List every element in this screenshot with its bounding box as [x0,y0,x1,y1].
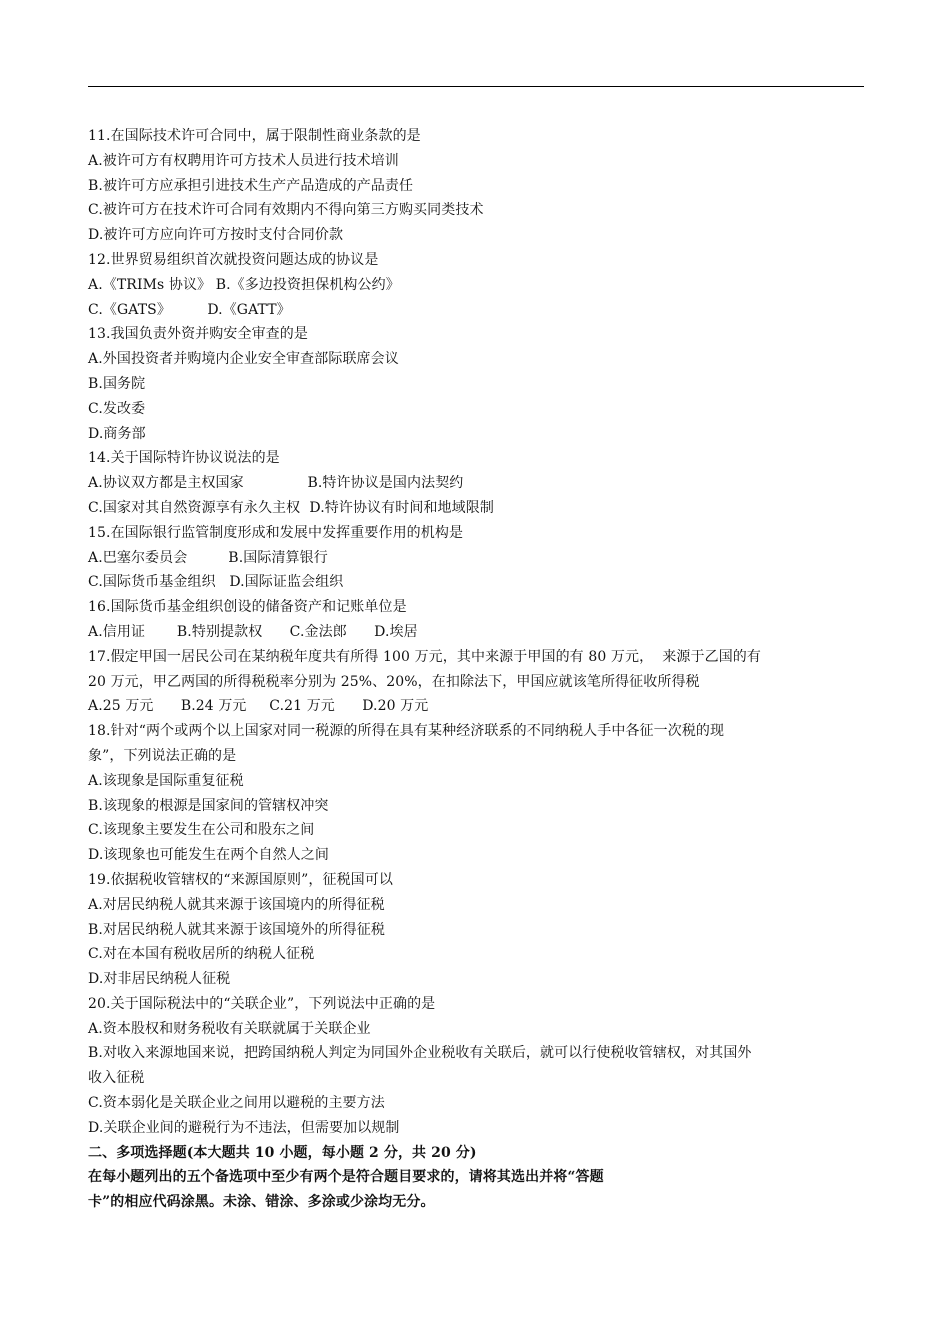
text-line: 15.在国际银行监管制度形成和发展中发挥重要作用的机构是 [88,524,464,541]
text-line: A.25 万元 B.24 万元 C.21 万元 D.20 万元 [88,698,429,715]
text-line: C.被许可方在技术许可合同有效期内不得向第三方购买同类技术 [88,202,484,219]
text-line: B.国务院 [88,375,146,392]
text-line: C.对在本国有税收居所的纳税人征税 [88,946,315,963]
text-line: D.被许可方应向许可方按时支付合同价款 [88,227,344,244]
section-heading-line: 卡”的相应代码涂黑。未涂、错涂、多涂或少涂均无分。 [88,1194,435,1211]
text-line: 象”，下列说法正确的是 [88,747,237,764]
text-line: A.《TRIMs 协议》 B.《多边投资担保机构公约》 [88,276,400,293]
text-line: 11.在国际技术许可合同中，属于限制性商业条款的是 [88,128,421,144]
section-heading-line: 二、多项选择题(本大题共 10 小题，每小题 2 分，共 20 分) [88,1144,477,1161]
text-line: D.对非居民纳税人征税 [88,971,231,988]
text-line: 19.依据税收管辖权的“来源国原则”，征税国可以 [88,871,393,888]
text-line: A.信用证 B.特别提款权 C.金法郎 D.埃居 [88,623,418,640]
text-line: A.该现象是国际重复征税 [88,772,244,789]
text-line: D.该现象也可能发生在两个自然人之间 [88,847,329,864]
text-line: B.对收入来源地国来说，把跨国纳税人判定为同国外企业税收有关联后，就可以行使税收管辖权，对其国外 [88,1045,752,1062]
text-line: 20.关于国际税法中的“关联企业”，下列说法中正确的是 [88,995,436,1012]
section-heading-line: 在每小题列出的五个备选项中至少有两个是符合题目要求的，请将其选出并将“答题 [88,1169,604,1186]
exam-content [88,124,864,1215]
text-line: C.该现象主要发生在公司和股东之间 [88,822,315,839]
text-line: C.发改委 [88,400,146,417]
text-line: A.资本股权和财务税收有关联就属于关联企业 [88,1020,371,1037]
text-line: 14.关于国际特许协议说法的是 [88,450,280,467]
text-line: C.国家对其自然资源享有永久主权 D.特许协议有时间和地域限制 [88,499,494,516]
header-rule [88,86,864,87]
text-line: 收入征税 [88,1070,145,1087]
text-line: 18.针对“两个或两个以上国家对同一税源的所得在具有某种经济联系的不同纳税人手中各征一次税的现 [88,723,725,740]
text-line: B.该现象的根源是国家间的管辖权冲突 [88,797,329,814]
text-line: 12.世界贸易组织首次就投资问题达成的协议是 [88,251,379,268]
text-line: D.商务部 [88,425,146,442]
text-line: A.巴塞尔委员会 B.国际清算银行 [88,549,328,566]
text-line: B.被许可方应承担引进技术生产产品造成的产品责任 [88,177,414,194]
text-line: C.《GATS》 D.《GATT》 [88,301,291,318]
text-line: D.关联企业间的避税行为不违法，但需要加以规制 [88,1119,400,1136]
text-line: C.资本弱化是关联企业之间用以避税的主要方法 [88,1095,385,1112]
text-line: A.被许可方有权聘用许可方技术人员进行技术培训 [88,152,399,169]
text-line: 17.假定甲国一居民公司在某纳税年度共有所得 100 万元，其中来源于甲国的有 80 万元， 来源于乙国的有 [88,648,761,665]
text-line: 13.我国负责外资并购安全审查的是 [88,326,308,343]
text-line: A.协议双方都是主权国家 B.特许协议是国内法契约 [88,475,464,492]
text-line: B.对居民纳税人就其来源于该国境外的所得征税 [88,921,385,938]
text-line: C.国际货币基金组织 D.国际证监会组织 [88,574,344,591]
text-line: 16.国际货币基金组织创设的储备资产和记账单位是 [88,599,407,616]
text-line: 20 万元，甲乙两国的所得税税率分别为 25%、20%，在扣除法下，甲国应就该笔所得征收所得税 [88,673,700,690]
text-line: A.对居民纳税人就其来源于该国境内的所得征税 [88,896,385,913]
text-line: A.外国投资者并购境内企业安全审查部际联席会议 [88,351,399,368]
